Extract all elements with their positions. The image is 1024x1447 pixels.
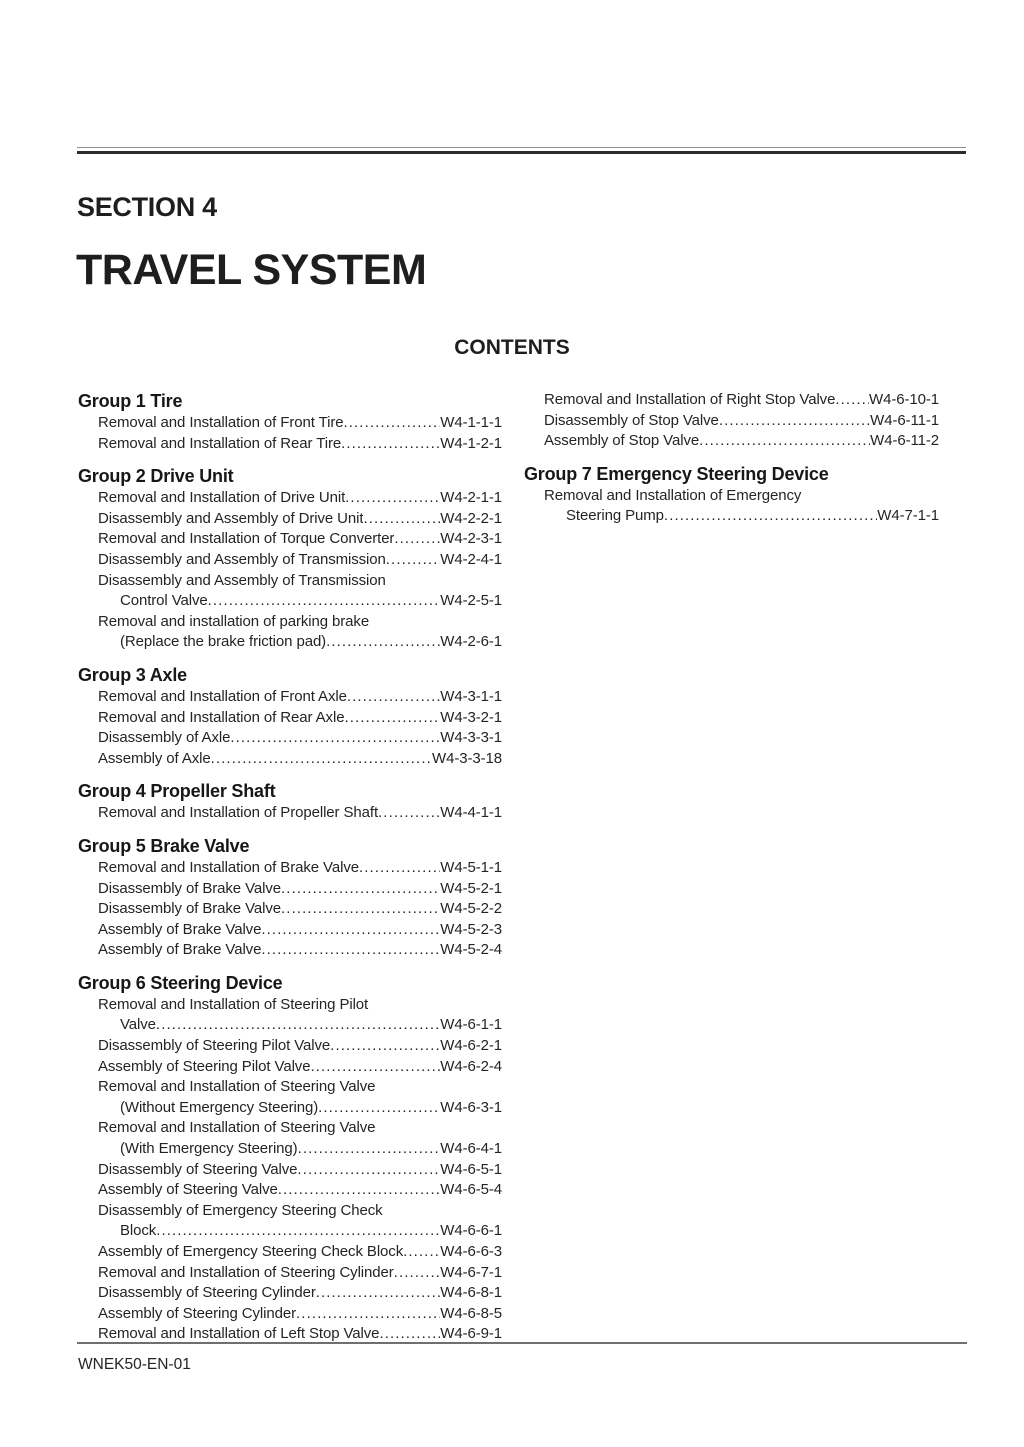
toc-entry bbox=[78, 940, 502, 961]
toc-column-left bbox=[78, 390, 502, 1345]
dot-leader bbox=[330, 1036, 440, 1057]
dot-leader bbox=[318, 1098, 440, 1119]
toc-entry-page: W4-6-9-1 bbox=[440, 1325, 502, 1343]
toc-entry bbox=[78, 1015, 502, 1036]
toc-entry bbox=[78, 858, 502, 879]
toc-entry bbox=[78, 1263, 502, 1284]
toc-entry-text: Removal and installation of parking brake bbox=[98, 612, 370, 630]
page-title: TRAVEL SYSTEM bbox=[76, 246, 427, 294]
toc-entry bbox=[78, 708, 502, 729]
toc-entry-page: W4-3-1-1 bbox=[440, 687, 502, 705]
toc-entry bbox=[78, 591, 502, 612]
toc-group bbox=[78, 390, 502, 454]
toc-entry-title: Valve bbox=[120, 1016, 156, 1034]
toc-entry-title: Disassembly of Steering Valve bbox=[98, 1160, 298, 1178]
dot-leader bbox=[394, 1263, 441, 1284]
toc-entry-page: W4-6-5-1 bbox=[440, 1160, 502, 1178]
dot-leader bbox=[281, 899, 440, 920]
toc-entry bbox=[524, 411, 939, 432]
contents-heading: CONTENTS bbox=[454, 336, 570, 359]
dot-leader bbox=[230, 728, 440, 749]
dot-leader bbox=[326, 632, 440, 653]
dot-leader bbox=[261, 920, 440, 941]
toc-entry-title: (Replace the brake friction pad) bbox=[120, 633, 327, 651]
dot-leader bbox=[345, 488, 440, 509]
toc-entry-page: W4-2-6-1 bbox=[440, 633, 502, 651]
toc-entry-title: Control Valve bbox=[120, 592, 208, 610]
header-double-rule bbox=[77, 147, 966, 154]
section-label: SECTION 4 bbox=[77, 192, 217, 222]
toc-entry-title: Assembly of Steering Cylinder bbox=[98, 1304, 297, 1322]
toc-entry-title: Removal and Installation of Left Stop Valve bbox=[98, 1325, 380, 1343]
toc-entry-title: Disassembly of Axle bbox=[98, 729, 231, 747]
toc-entry bbox=[78, 1283, 502, 1304]
toc-entry-page: W4-6-6-3 bbox=[440, 1243, 502, 1260]
dot-leader bbox=[298, 1139, 441, 1160]
dot-leader bbox=[386, 550, 441, 571]
toc-entry-title: Removal and Installation of Rear Tire bbox=[98, 434, 342, 452]
toc-entry-title: Assembly of Stop Valve bbox=[544, 432, 700, 450]
toc-entry bbox=[78, 1221, 502, 1242]
toc-entry bbox=[524, 390, 939, 411]
toc-entry-page: W4-2-1-1 bbox=[440, 489, 502, 507]
toc-entry-page: W4-6-2-1 bbox=[440, 1037, 502, 1055]
dot-leader bbox=[344, 708, 440, 729]
dot-leader bbox=[699, 431, 870, 452]
toc-entry-title: Disassembly of Steering Pilot Valve bbox=[98, 1037, 331, 1055]
toc-entry-title: Assembly of Axle bbox=[98, 749, 211, 767]
toc-entry-page: W4-7-1-1 bbox=[877, 507, 939, 525]
toc-entry-page: W4-6-1-1 bbox=[440, 1016, 502, 1034]
dot-leader bbox=[344, 413, 441, 434]
toc-entry-page: W4-3-3-18 bbox=[432, 749, 502, 767]
toc-group bbox=[78, 972, 502, 1345]
toc-entry-page: W4-6-7-1 bbox=[440, 1263, 502, 1281]
toc-entry-page: W4-6-11-2 bbox=[870, 432, 939, 450]
toc-entry-text: Disassembly of Emergency Steering Check bbox=[98, 1201, 383, 1219]
toc-entry bbox=[78, 687, 502, 708]
toc-entry bbox=[78, 1304, 502, 1325]
toc-entry-page: W4-5-2-4 bbox=[440, 941, 502, 959]
toc-entry bbox=[78, 1160, 502, 1181]
dot-leader bbox=[363, 509, 440, 530]
toc-entry-page: W4-2-4-1 bbox=[440, 550, 502, 568]
toc-entry bbox=[78, 1139, 502, 1160]
toc-entry bbox=[78, 632, 502, 653]
toc-entry-title: Disassembly of Brake Valve bbox=[98, 879, 282, 897]
toc-entry-page: W4-6-5-4 bbox=[440, 1181, 502, 1199]
toc-entry-title: Assembly of Emergency Steering Check Block bbox=[98, 1243, 404, 1260]
toc-entry-page: W4-5-2-1 bbox=[440, 879, 502, 897]
toc-group-title: Group 2 Drive Unit bbox=[78, 466, 234, 487]
toc-entry-page: W4-2-5-1 bbox=[440, 592, 502, 610]
dot-leader bbox=[278, 1180, 441, 1201]
toc-entry-title: Removal and Installation of Front Axle bbox=[98, 687, 347, 705]
toc-entry-title: Removal and Installation of Right Stop Valve bbox=[544, 391, 836, 408]
toc-entry bbox=[524, 506, 939, 527]
toc-group-title: Group 1 Tire bbox=[78, 391, 183, 411]
toc-entry bbox=[78, 920, 502, 941]
dot-leader bbox=[211, 749, 432, 770]
toc-group-title: Group 5 Brake Valve bbox=[78, 835, 250, 856]
toc-group bbox=[524, 390, 939, 452]
toc-entry-title: Disassembly of Steering Cylinder bbox=[98, 1284, 316, 1302]
dot-leader bbox=[156, 1221, 440, 1242]
toc-entry bbox=[78, 1180, 502, 1201]
toc-entry-text: Removal and Installation of Steering Valve bbox=[98, 1078, 376, 1096]
toc-entry-page: W4-1-2-1 bbox=[440, 434, 502, 452]
toc-entry-title: Steering Pump bbox=[566, 507, 664, 525]
toc-entry bbox=[78, 509, 502, 530]
toc-entry-page: W4-6-8-1 bbox=[440, 1284, 502, 1302]
toc-group bbox=[524, 463, 939, 527]
toc-entry-page: W4-3-2-1 bbox=[440, 708, 502, 726]
toc-entry-title: Block bbox=[120, 1222, 157, 1240]
toc-entry-page: W4-6-3-1 bbox=[440, 1098, 502, 1116]
dot-leader bbox=[347, 687, 440, 708]
toc-entry-text: Removal and Installation of Steering Pilot bbox=[98, 995, 369, 1013]
toc-entry-page: W4-6-11-1 bbox=[870, 411, 939, 429]
toc-entry-title: Removal and Installation of Brake Valve bbox=[98, 858, 359, 876]
toc-entry-title: Removal and Installation of Front Tire bbox=[98, 414, 344, 431]
toc-entry-page: W4-2-2-1 bbox=[440, 509, 502, 527]
dot-leader bbox=[719, 411, 870, 432]
toc-entry-text: Removal and Installation of Emergency bbox=[544, 486, 802, 504]
toc-group-title: Group 4 Propeller Shaft bbox=[78, 781, 276, 802]
toc-entry-page: W4-6-8-5 bbox=[440, 1304, 502, 1322]
toc-entry-title: Disassembly and Assembly of Drive Unit bbox=[98, 509, 364, 527]
toc-entry-page: W4-3-3-1 bbox=[440, 729, 502, 747]
dot-leader bbox=[378, 803, 440, 824]
dot-leader bbox=[316, 1283, 441, 1304]
toc-entry bbox=[78, 899, 502, 920]
toc-entry-page: W4-5-2-2 bbox=[440, 900, 502, 918]
toc-entry-page: W4-6-2-4 bbox=[440, 1057, 502, 1075]
toc-entry bbox=[78, 728, 502, 749]
toc-entry-page: W4-6-10-1 bbox=[869, 391, 939, 408]
dot-leader bbox=[403, 1242, 440, 1263]
toc-entry bbox=[78, 488, 502, 509]
toc-entry bbox=[78, 879, 502, 900]
dot-leader bbox=[835, 390, 869, 411]
toc-entry-title: Assembly of Steering Valve bbox=[98, 1181, 278, 1199]
toc-entry bbox=[78, 529, 502, 550]
toc-column-right bbox=[524, 390, 939, 527]
toc-entry-title: (Without Emergency Steering) bbox=[120, 1098, 319, 1116]
toc-entry-title: Assembly of Steering Pilot Valve bbox=[98, 1057, 311, 1075]
dot-leader bbox=[341, 434, 440, 455]
toc-entry-page: W4-6-6-1 bbox=[440, 1222, 502, 1240]
toc-group bbox=[78, 664, 502, 769]
footer-rule bbox=[77, 1342, 967, 1344]
toc-group bbox=[78, 780, 502, 824]
toc-entry bbox=[78, 1098, 502, 1119]
toc-entry-title: Removal and Installation of Torque Converter bbox=[98, 530, 395, 548]
toc-entry bbox=[78, 749, 502, 770]
footer-document-code: WNEK50-EN-01 bbox=[78, 1356, 191, 1373]
toc-entry-page: W4-5-1-1 bbox=[440, 858, 502, 876]
toc-entry-title: Removal and Installation of Steering Cylinder bbox=[98, 1263, 394, 1281]
toc-entry-title: Assembly of Brake Valve bbox=[98, 920, 262, 938]
toc-entry-page: W4-1-1-1 bbox=[440, 414, 502, 431]
toc-entry-page: W4-4-1-1 bbox=[440, 804, 502, 822]
toc-entry-page: W4-2-3-1 bbox=[440, 530, 502, 548]
toc-group bbox=[78, 835, 502, 961]
toc-entry bbox=[78, 1057, 502, 1078]
dot-leader bbox=[297, 1160, 440, 1181]
toc-entry-title: Disassembly of Brake Valve bbox=[98, 900, 282, 918]
toc-entry-text: Removal and Installation of Steering Valve bbox=[98, 1119, 376, 1137]
toc-entry-page: W4-6-4-1 bbox=[440, 1140, 502, 1158]
toc-group-title: Group 7 Emergency Steering Device bbox=[524, 463, 829, 484]
toc-entry bbox=[78, 550, 502, 571]
toc-entry-title: (With Emergency Steering) bbox=[120, 1140, 298, 1158]
dot-leader bbox=[359, 858, 440, 879]
toc-entry-title: Removal and Installation of Rear Axle bbox=[98, 708, 345, 726]
toc-entry bbox=[78, 1242, 502, 1263]
toc-entry bbox=[78, 803, 502, 824]
dot-leader bbox=[296, 1304, 440, 1325]
toc-entry-title: Removal and Installation of Drive Unit bbox=[98, 489, 346, 507]
toc-entry bbox=[78, 434, 502, 455]
toc-group bbox=[78, 465, 502, 653]
dot-leader bbox=[394, 529, 440, 550]
toc-entry-title: Disassembly of Stop Valve bbox=[544, 411, 719, 429]
toc-entry bbox=[524, 431, 939, 452]
dot-leader bbox=[208, 591, 441, 612]
dot-leader bbox=[664, 506, 877, 527]
toc-entry-page: W4-5-2-3 bbox=[440, 920, 502, 938]
toc-group-title: Group 3 Axle bbox=[78, 664, 187, 685]
toc-entry-text: Disassembly and Assembly of Transmission bbox=[98, 571, 386, 589]
dot-leader bbox=[261, 940, 440, 961]
dot-leader bbox=[281, 879, 440, 900]
toc-entry bbox=[78, 413, 502, 434]
toc-group-title: Group 6 Steering Device bbox=[78, 972, 283, 993]
toc-entry-title: Removal and Installation of Propeller Shaft bbox=[98, 804, 379, 822]
dot-leader bbox=[156, 1015, 440, 1036]
dot-leader bbox=[310, 1057, 440, 1078]
toc-entry-title: Assembly of Brake Valve bbox=[98, 941, 262, 959]
toc-entry-title: Disassembly and Assembly of Transmission bbox=[98, 550, 386, 568]
toc-entry bbox=[78, 1036, 502, 1057]
